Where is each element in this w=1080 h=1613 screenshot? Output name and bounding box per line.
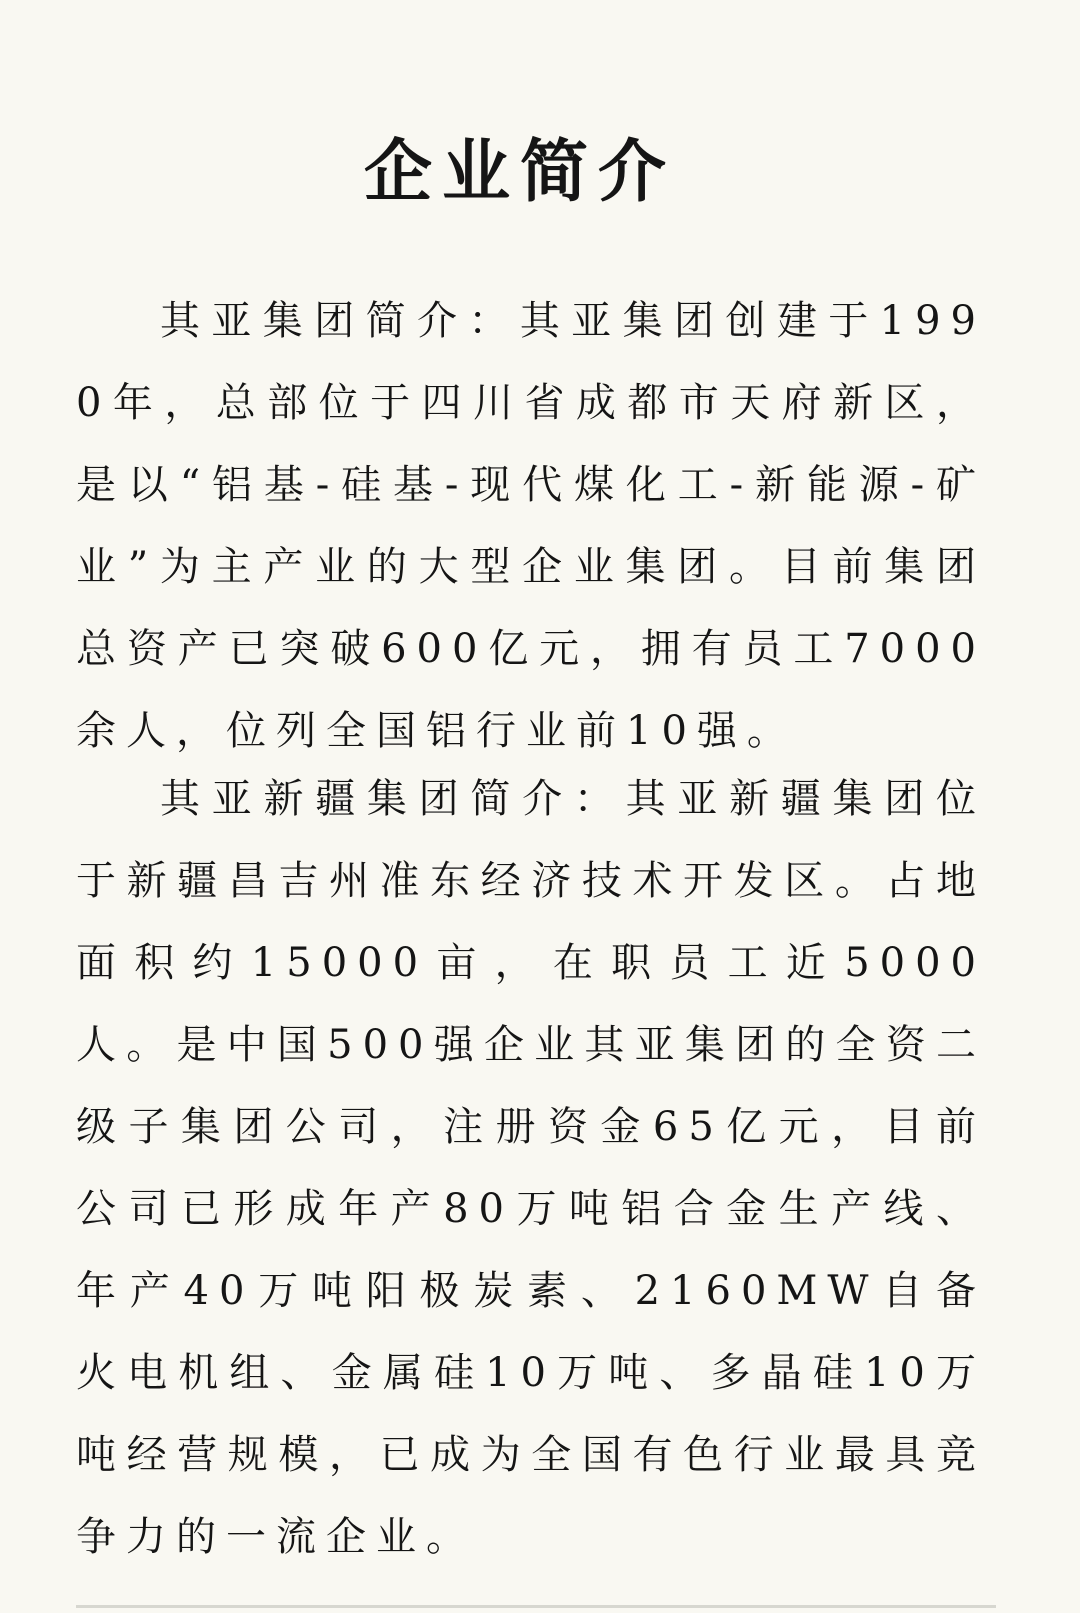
bottom-divider: [76, 1605, 996, 1608]
qiya-xinjiang-group-introduction: 其亚新疆集团简介：其亚新疆集团位于新疆昌吉州准东经济技术开发区。占地面积约15000亩，在职员工近5000人。是中国500强企业其亚集团的全资二级子集团公司，注册资金65亿元，目前公司已形成年产80万吨铝合金生产线、年产40万吨阳极炭素、2160MW自备火电机组、金属硅10万吨、多晶硅10万吨经营规模，已成为全国有色行业最具竞争力的一流企业。: [76, 776, 986, 1560]
page-title: 企业简介: [363, 132, 676, 212]
qiya-group-introduction: 其亚集团简介：其亚集团创建于1990年，总部位于四川省成都市天府新区，是以“铝基-硅基-现代煤化工-新能源-矿业”为主产业的大型企业集团。目前集团总资产已突破600亿元，拥有员工7000余人，位列全国铝行业前10强。: [76, 298, 986, 754]
